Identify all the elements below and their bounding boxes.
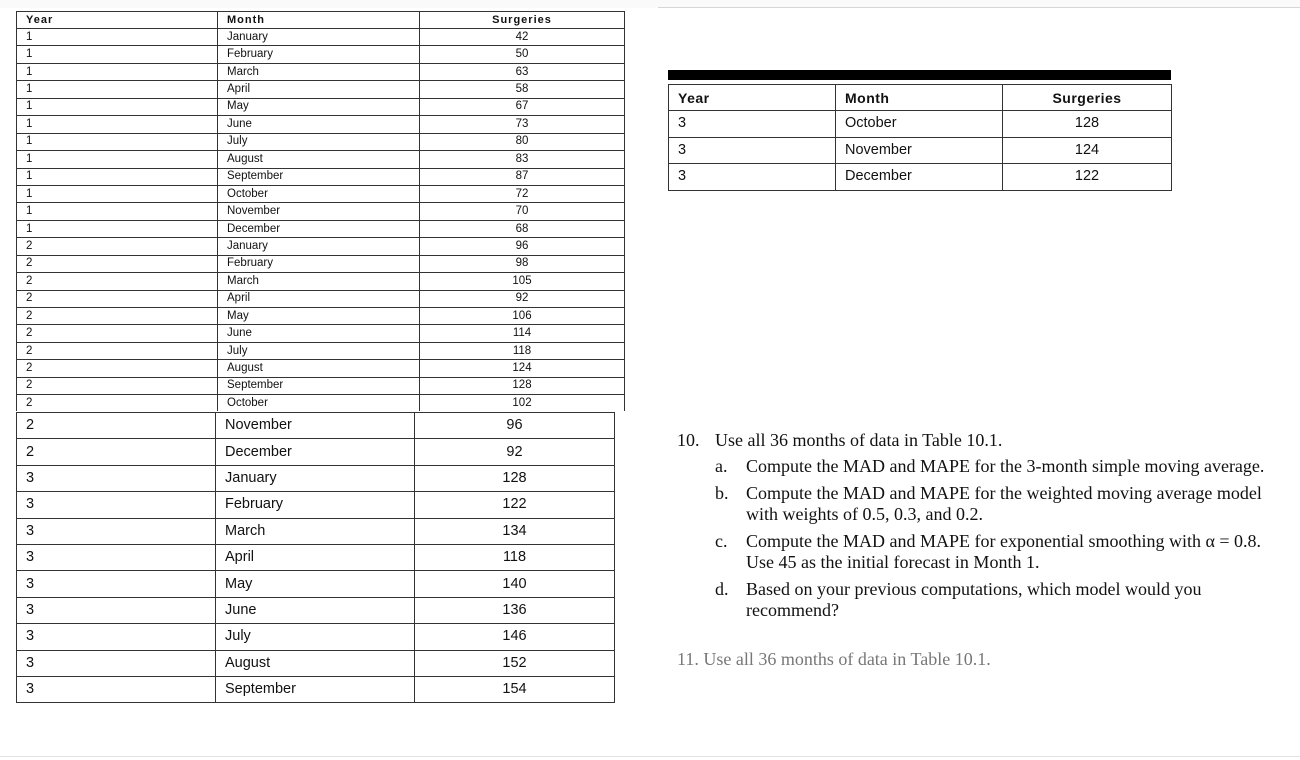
top-divider — [658, 7, 1300, 8]
month-cell: November — [218, 203, 420, 220]
header-month: Month — [836, 85, 1003, 111]
table-row — [17, 151, 625, 168]
year-cell: 1 — [17, 168, 218, 185]
table-row — [17, 98, 625, 115]
part-text: Compute the MAD and MAPE for the 3-month simple moving average. — [746, 456, 1265, 476]
surgeries-cell: 136 — [415, 597, 615, 623]
surgeries-cell: 83 — [420, 151, 625, 168]
table-row — [17, 220, 625, 237]
table-row — [17, 465, 615, 491]
month-cell: August — [218, 360, 420, 377]
year-cell: 2 — [17, 290, 218, 307]
month-cell: March — [218, 63, 420, 80]
bottom-divider — [0, 756, 1300, 757]
month-cell: January — [216, 465, 415, 491]
year-cell: 3 — [17, 571, 216, 597]
surgeries-cell: 140 — [415, 571, 615, 597]
month-cell: August — [218, 151, 420, 168]
surgeries-cell: 124 — [1003, 137, 1172, 164]
header-year: Year — [669, 85, 836, 111]
table-row — [17, 290, 625, 307]
month-cell: April — [218, 290, 420, 307]
year-cell: 1 — [17, 29, 218, 46]
table-row — [17, 360, 625, 377]
year-cell: 2 — [17, 395, 218, 412]
year-cell: 2 — [17, 413, 216, 439]
table-row — [17, 325, 625, 342]
table-row — [17, 439, 615, 465]
year-cell: 2 — [17, 360, 218, 377]
surgeries-cell: 50 — [420, 46, 625, 63]
year-cell: 3 — [17, 465, 216, 491]
table-row — [17, 116, 625, 133]
table-row — [17, 238, 625, 255]
month-cell: March — [218, 273, 420, 290]
surgeries-cell: 128 — [1003, 111, 1172, 138]
table-row — [669, 137, 1172, 164]
header-surgeries: Surgeries — [1003, 85, 1172, 111]
table-header-row — [669, 85, 1172, 111]
problem-part-a — [715, 456, 1277, 478]
problem-10 — [677, 429, 1277, 622]
month-cell: February — [218, 255, 420, 272]
surgeries-cell: 134 — [415, 518, 615, 544]
surgeries-cell: 118 — [420, 342, 625, 359]
surgeries-cell: 105 — [420, 273, 625, 290]
surgeries-cell: 152 — [415, 650, 615, 676]
continued-banner — [668, 70, 1171, 80]
month-cell: June — [218, 325, 420, 342]
month-cell: September — [218, 377, 420, 394]
month-cell: December — [218, 220, 420, 237]
year-cell: 3 — [17, 492, 216, 518]
year-cell: 2 — [17, 238, 218, 255]
part-text: Compute the MAD and MAPE for the weighted moving average model with weights of 0.5, 0.3, and 0.2. — [746, 482, 1262, 524]
table-row — [17, 413, 615, 439]
surgeries-cell: 106 — [420, 308, 625, 325]
year-cell: 1 — [17, 116, 218, 133]
year-cell: 1 — [17, 81, 218, 98]
year-cell: 3 — [17, 518, 216, 544]
table-row — [17, 597, 615, 623]
table-row — [17, 492, 615, 518]
surgeries-cell: 72 — [420, 185, 625, 202]
month-cell: May — [216, 571, 415, 597]
year-cell: 3 — [17, 650, 216, 676]
month-cell: December — [836, 164, 1003, 191]
month-cell: February — [218, 46, 420, 63]
surgeries-cell: 92 — [420, 290, 625, 307]
problem-part-d — [715, 579, 1277, 622]
surgeries-cell: 63 — [420, 63, 625, 80]
table-row — [17, 29, 625, 46]
problem-text: Use all 36 months of data in Table 10.1. — [715, 430, 1003, 450]
month-cell: November — [836, 137, 1003, 164]
year-cell: 3 — [17, 624, 216, 650]
surgeries-cell: 80 — [420, 133, 625, 150]
table-row — [17, 63, 625, 80]
month-cell: August — [216, 650, 415, 676]
table-row — [17, 518, 615, 544]
month-cell: July — [218, 342, 420, 359]
surgeries-cell: 98 — [420, 255, 625, 272]
part-label: d. — [715, 578, 729, 599]
table-row — [17, 81, 625, 98]
month-cell: September — [218, 168, 420, 185]
surgeries-cell: 87 — [420, 168, 625, 185]
surgeries-table-bottom — [16, 412, 615, 703]
surgeries-cell: 73 — [420, 116, 625, 133]
year-cell: 1 — [17, 63, 218, 80]
month-cell: June — [216, 597, 415, 623]
part-text: Based on your previous computations, which model would you recommend? — [746, 578, 1202, 620]
table-row — [17, 676, 615, 702]
table-row — [17, 342, 625, 359]
month-cell: October — [218, 395, 420, 412]
table-row — [17, 185, 625, 202]
problem-number: 10. — [677, 430, 700, 450]
month-cell: May — [218, 98, 420, 115]
header-month: Month — [218, 12, 420, 29]
year-cell: 1 — [17, 46, 218, 63]
table-row — [17, 133, 625, 150]
surgeries-cell: 96 — [415, 413, 615, 439]
month-cell: December — [216, 439, 415, 465]
header-year: Year — [17, 12, 218, 29]
month-cell: April — [216, 544, 415, 570]
table-row — [669, 164, 1172, 191]
year-cell: 1 — [17, 220, 218, 237]
year-cell: 1 — [17, 151, 218, 168]
surgeries-cell: 67 — [420, 98, 625, 115]
surgeries-cell: 68 — [420, 220, 625, 237]
surgeries-cell: 58 — [420, 81, 625, 98]
surgeries-cell: 118 — [415, 544, 615, 570]
month-cell: October — [218, 185, 420, 202]
month-cell: April — [218, 81, 420, 98]
surgeries-cell: 128 — [415, 465, 615, 491]
table-row — [17, 571, 615, 597]
table-row — [17, 46, 625, 63]
year-cell: 3 — [669, 137, 836, 164]
next-problem-text: 11. Use all 36 months of data in Table 10.1. — [677, 649, 991, 669]
surgeries-cell: 128 — [420, 377, 625, 394]
year-cell: 1 — [17, 98, 218, 115]
table-row — [17, 650, 615, 676]
table-row — [17, 624, 615, 650]
surgeries-cell: 122 — [415, 492, 615, 518]
surgeries-cell: 92 — [415, 439, 615, 465]
year-cell: 3 — [17, 544, 216, 570]
month-cell: November — [216, 413, 415, 439]
surgeries-table-continued — [668, 84, 1172, 191]
part-label: b. — [715, 482, 729, 503]
month-cell: June — [218, 116, 420, 133]
table-row — [17, 395, 625, 412]
table-header-row — [17, 12, 625, 29]
problem-part-b — [715, 483, 1277, 526]
part-label: c. — [715, 530, 728, 551]
table-row — [17, 168, 625, 185]
surgeries-cell: 102 — [420, 395, 625, 412]
month-cell: January — [218, 29, 420, 46]
table-row — [669, 111, 1172, 138]
problem-part-c — [715, 531, 1277, 574]
year-cell: 2 — [17, 325, 218, 342]
year-cell: 3 — [17, 597, 216, 623]
year-cell: 2 — [17, 255, 218, 272]
month-cell: February — [216, 492, 415, 518]
year-cell: 3 — [17, 676, 216, 702]
year-cell: 2 — [17, 308, 218, 325]
surgeries-cell: 42 — [420, 29, 625, 46]
table-row — [17, 544, 615, 570]
table-row — [17, 255, 625, 272]
surgeries-cell: 70 — [420, 203, 625, 220]
month-cell: July — [218, 133, 420, 150]
table-row — [17, 203, 625, 220]
month-cell: October — [836, 111, 1003, 138]
surgeries-cell: 124 — [420, 360, 625, 377]
surgeries-cell: 96 — [420, 238, 625, 255]
table-row — [17, 308, 625, 325]
surgeries-cell: 154 — [415, 676, 615, 702]
table-row — [17, 273, 625, 290]
surgeries-cell: 122 — [1003, 164, 1172, 191]
month-cell: May — [218, 308, 420, 325]
surgeries-cell: 114 — [420, 325, 625, 342]
year-cell: 1 — [17, 133, 218, 150]
year-cell: 3 — [669, 164, 836, 191]
year-cell: 3 — [669, 111, 836, 138]
year-cell: 2 — [17, 342, 218, 359]
year-cell: 1 — [17, 185, 218, 202]
part-label: a. — [715, 456, 728, 476]
month-cell: July — [216, 624, 415, 650]
year-cell: 2 — [17, 377, 218, 394]
surgeries-table-top — [16, 11, 625, 413]
next-problem-cut — [677, 649, 1057, 671]
table-row — [17, 377, 625, 394]
month-cell: January — [218, 238, 420, 255]
year-cell: 2 — [17, 439, 216, 465]
header-surgeries: Surgeries — [420, 12, 625, 29]
surgeries-cell: 146 — [415, 624, 615, 650]
year-cell: 2 — [17, 273, 218, 290]
month-cell: March — [216, 518, 415, 544]
part-text: Compute the MAD and MAPE for exponential smoothing with α = 0.8. Use 45 as the initial forecast in Month 1. — [746, 530, 1262, 572]
year-cell: 1 — [17, 203, 218, 220]
problem-stem — [677, 429, 1277, 451]
month-cell: September — [216, 676, 415, 702]
